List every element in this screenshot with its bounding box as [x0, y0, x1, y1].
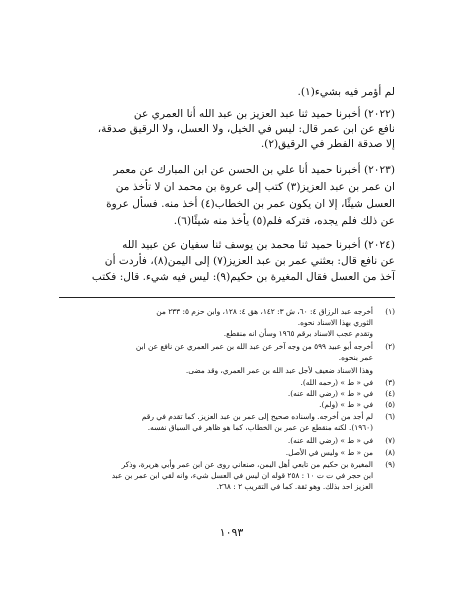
footnote-text: أخرجه عبد الرزاق ٤: ٦٠، ش ٣: ١٤٢، هق ٤: ١٢٨، وابن حزم ٥: ٢٣٣ من — [156, 307, 373, 316]
footnote-text: في « ط » (رحمه الله). — [300, 378, 373, 387]
footnote-text: أخرجه أبو عبيد ٥٩٩ من وجه آخر عن عبد الله بن عمر العمري عن نافع عن ابن — [135, 342, 373, 351]
text-line-10: عن نافع قال: بعثني عمر بن عبد العزيز(٧) إلى اليمن(٨)، فأردت أن — [104, 255, 395, 267]
text-line-5: (٢٠٢٣) أخبرنا حميد أنا علي بن الحسن عن ابن المبارك عن معمر — [113, 164, 395, 176]
text-line-9: (٢٠٢٤) أخبرنا حميد ثنا محمد بن يوسف ثنا سفيان عن عبيد الله — [122, 239, 395, 251]
footnote-text: الثوري بهذا الاسناد نحوه. — [297, 318, 373, 327]
footnote-text: في « ط » (ولم). — [319, 400, 373, 409]
footnote-number: (١) — [385, 307, 395, 316]
footnote-text: وتقدم عجب الاسناد برقم ١٩٦٥ وسأن انه منقطع. — [223, 329, 373, 338]
footnote-number: (٦) — [385, 412, 395, 421]
footnote-text: ابن حجر في ت ت ١٠ : ٢٥٨ قوله ان ليس في العسل شيء، وانه لقي ابن عمر بن عبد — [111, 471, 373, 480]
footnote-text: وهذا الاسناد ضعيف لأجل عبد الله بن عمر العمري، وقد مضى. — [185, 366, 373, 375]
footnote-number: (٩) — [385, 460, 395, 469]
text-line-11: آخذ من العسل فقال المغيرة بن حكيم(٩): ليس فيه شيء. قال: فكتب — [91, 271, 395, 283]
footnote-text: المغيرة بن حكيم من تابعي أهل اليمن، صنعاني روى عن ابن عمر وأبي هريرة، وذكر — [121, 460, 373, 469]
footnote-text: في « ط » (رضي الله عنه). — [287, 389, 373, 398]
footnote-number: (٧) — [385, 436, 395, 445]
text-line-3: نافع عن ابن عمر قال: ليس في الخيل، ولا العسل، ولا الرقيق صدقة، — [97, 123, 395, 135]
footnote-number: (٨) — [385, 448, 395, 457]
footnote-text: لم أجد من أخرجه. واسناده صحيح إلى عمر بن عبد العزيز. كما تقدم في رقم — [141, 412, 373, 421]
footnote-divider — [59, 297, 395, 298]
text-line-1: لم أؤمر فيه بشيء(١). — [297, 86, 395, 98]
footnote-number: (٣) — [385, 378, 395, 387]
footnote-text: من « ط » وليس في الأصل. — [285, 448, 373, 457]
page-number: ١٠٩٣ — [219, 526, 244, 539]
text-line-7: العسل شيئًا، إلا ان يكون عمر بن الخطاب(٤) أخذ منه. فسأل عروة — [106, 198, 395, 210]
text-line-4: إلا صدقة الفطر في الرقيق(٢). — [260, 138, 395, 150]
footnote-number: (٥) — [385, 400, 395, 409]
text-line-6: ان عمر بن عبد العزيز(٣) كتب إلى عروة بن محمد ان لا تأخذ من — [115, 181, 395, 193]
footnote-text: العزيز احد بذلك. وهو ثقة. كما في التقريب ٢ : ٢٦٨. — [216, 482, 373, 491]
text-line-8: عن ذلك فلم يجده، فتركه فلم(٥) يأخذ منه شيئًا(٦). — [173, 215, 395, 227]
text-line-2: (٢٠٢٢) أخبرنا حميد ثنا عبد العزيز بن عبد الله أنا العمري عن — [133, 108, 395, 120]
footnote-number: (٤) — [385, 389, 395, 398]
footnote-number: (٢) — [385, 342, 395, 351]
footnote-text: (١٩٦٠). لكنه منقطع عن عمر بن الخطاب، كما هو ظاهر في السياق نفسه. — [147, 423, 373, 432]
footnote-text: في « ط » (رضي الله عنه). — [287, 436, 373, 445]
footnote-text: عمر بنحوه. — [338, 353, 373, 362]
